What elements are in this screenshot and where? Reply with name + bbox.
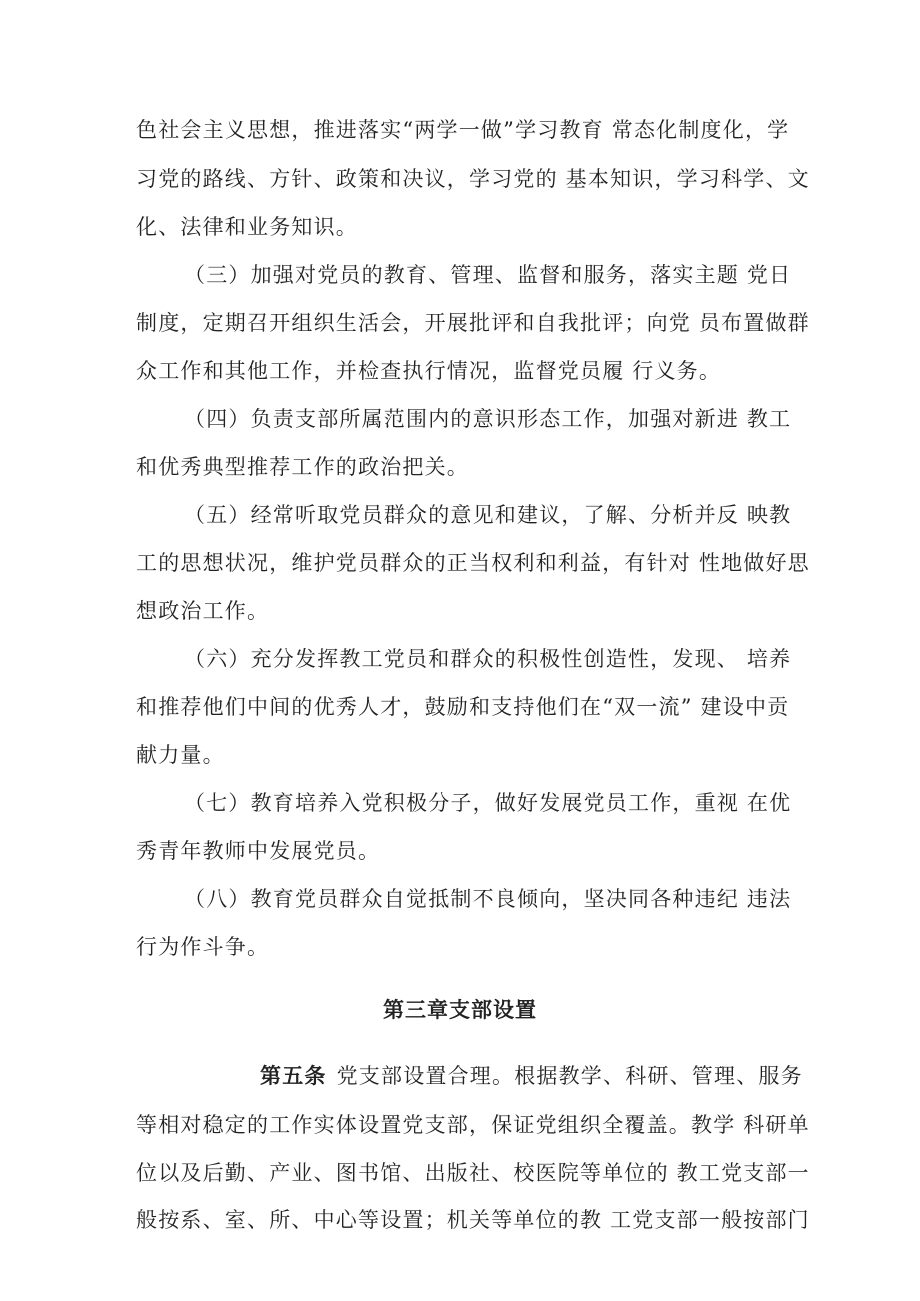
paragraph-continuation-line-3: 化、法律和业务知识。 <box>136 215 358 239</box>
item-6-line-2: 和推荐他们中间的优秀人才，鼓励和支持他们在“双一流” 建设中贡 <box>136 695 790 719</box>
item-5-line-2: 工的思想状况，维护党员群众的正当权利和利益，有针对 性地做好思 <box>136 551 810 575</box>
paragraph-continuation-line-2: 习党的路线、方针、政策和决议，学习党的 基本知识，学习科学、文 <box>136 167 810 191</box>
article-5-lead: 第五条 <box>260 1064 327 1088</box>
item-8-line-2: 行为作斗争。 <box>136 935 270 959</box>
item-5-line-3: 想政治工作。 <box>136 599 270 623</box>
item-6-line-1: （六）充分发挥教工党员和群众的积极性创造性，发现、 培养 <box>184 647 792 671</box>
article-5-line-4: 般按系、室、所、中心等设置；机关等单位的教 工党支部一般按部门 <box>136 1208 810 1232</box>
item-5-line-1: （五）经常听取党员群众的意见和建议，了解、分析并反 映教 <box>184 503 792 527</box>
article-5-line-1 <box>260 1061 803 1091</box>
item-4-line-1: （四）负责支部所属范围内的意识形态工作，加强对新进 教工 <box>184 407 792 431</box>
article-5-line-2: 等相对稳定的工作实体设置党支部，保证党组织全覆盖。教学 科研单 <box>136 1113 810 1137</box>
article-5-line-1-text: 党支部设置合理。根据教学、科研、管理、服务 <box>336 1064 803 1088</box>
paragraph-continuation-line-1: 色社会主义思想，推进落实“两学一做”学习教育 常态化制度化，学 <box>136 118 790 142</box>
item-7-line-1: （七）教育培养入党积极分子，做好发展党员工作，重视 在优 <box>184 791 792 815</box>
chapter-heading: 第三章支部设置 <box>383 998 537 1022</box>
item-8-line-1: （八）教育党员群众自觉抵制不良倾向，坚决同各种违纪 违法 <box>184 887 792 911</box>
item-3-line-3: 众工作和其他工作，并检查执行情况，监督党员履 行义务。 <box>136 359 722 383</box>
item-3-line-2: 制度，定期召开组织生活会，开展批评和自我批评；向党 员布置做群 <box>136 311 810 335</box>
article-5-line-3: 位以及后勤、产业、图书馆、出版社、校医院等单位的 教工党支部一 <box>136 1161 810 1185</box>
item-3-line-1: （三）加强对党员的教育、管理、监督和服务，落实主题 党日 <box>184 263 792 287</box>
item-6-line-3: 献力量。 <box>136 743 225 767</box>
item-4-line-2: 和优秀典型推荐工作的政治把关。 <box>136 455 469 479</box>
item-7-line-2: 秀青年教师中发展党员。 <box>136 839 381 863</box>
